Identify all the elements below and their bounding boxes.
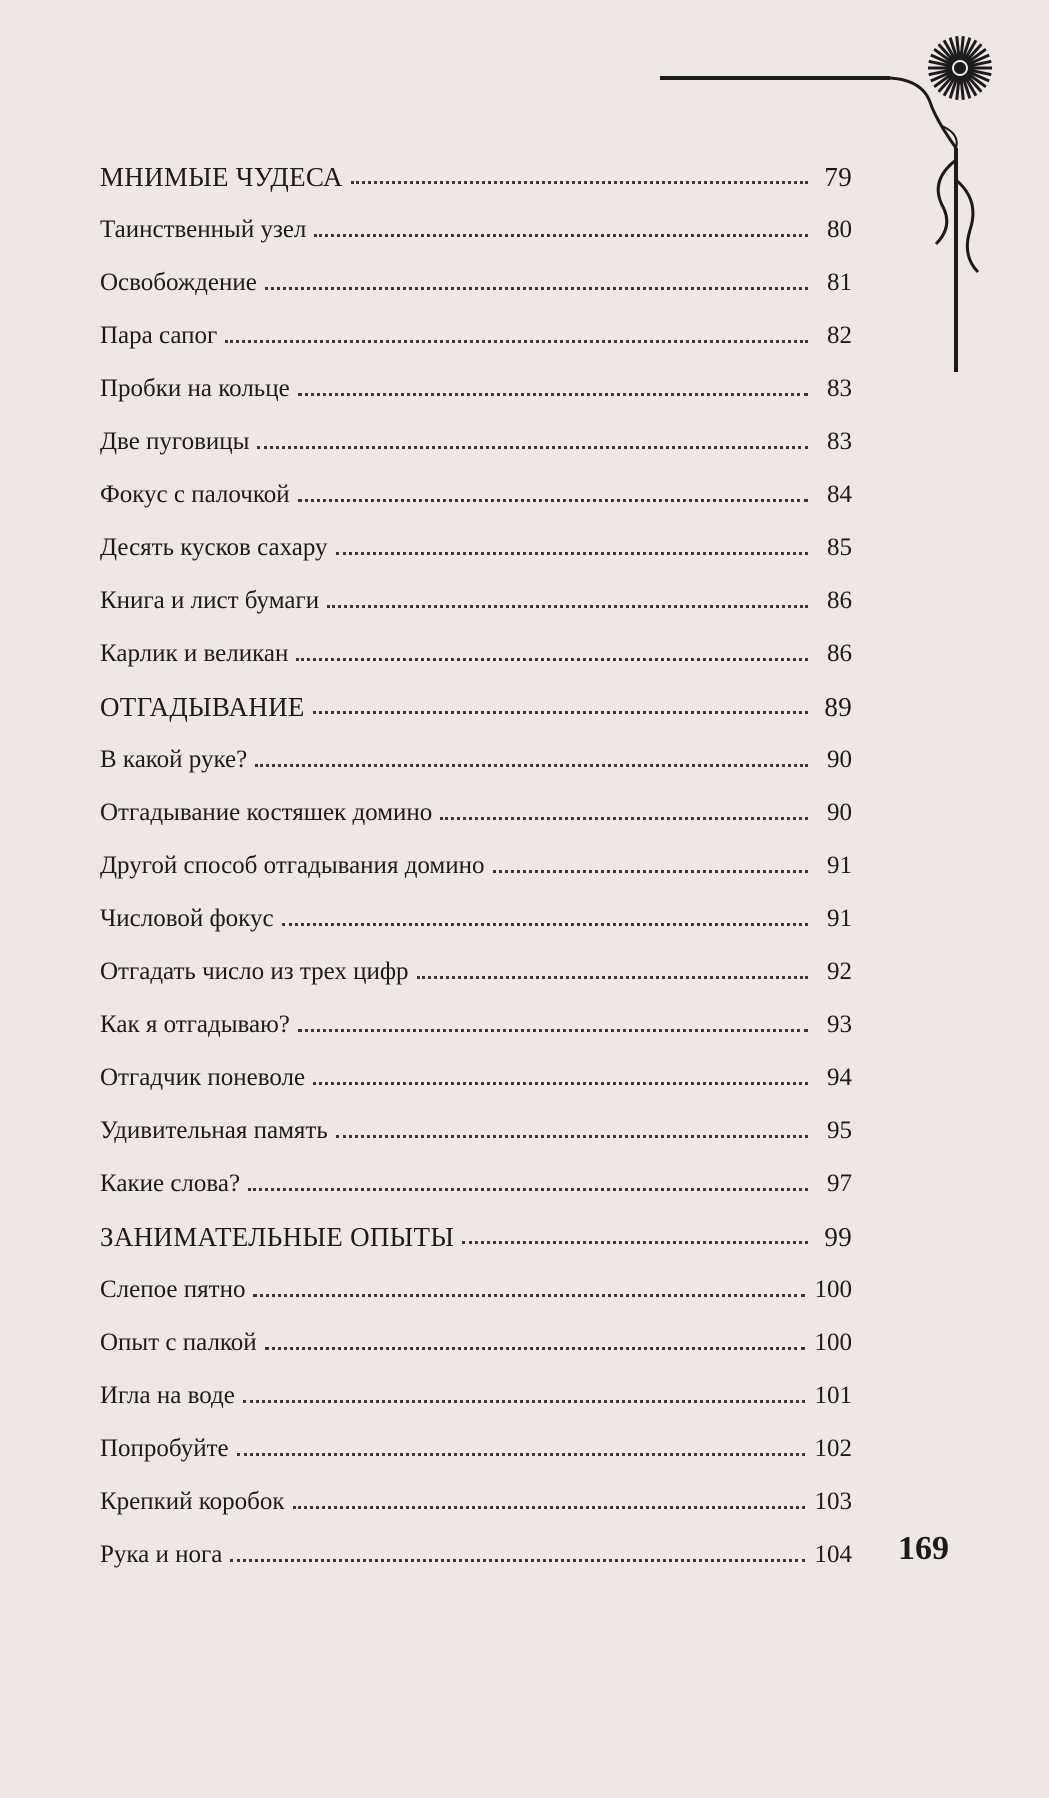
toc-entry-title: Как я отгадываю? (100, 1011, 290, 1038)
toc-entry-page-number: 94 (827, 1064, 852, 1091)
toc-entry (100, 427, 852, 457)
toc-entry-title: Десять кусков сахару (100, 534, 328, 561)
toc-entry-title: Попробуйте (100, 1435, 229, 1462)
toc-entry-title: Пробки на кольце (100, 375, 290, 402)
dot-leader (298, 1029, 808, 1032)
toc-entry-page-number: 91 (827, 905, 852, 932)
toc-entry-page-number: 91 (827, 852, 852, 879)
toc-entry (100, 745, 852, 775)
toc-entry-page-number: 95 (827, 1117, 852, 1144)
toc-section-entry (100, 162, 852, 192)
toc-entry-title: В какой руке? (100, 746, 248, 773)
toc-entry (100, 1487, 852, 1517)
toc-entry-page-number: 86 (827, 587, 852, 614)
toc-entry-page-number: 104 (814, 1541, 852, 1568)
toc-entry-title: Слепое пятно (100, 1276, 246, 1303)
toc-entry-title: Две пуговицы (100, 428, 250, 455)
toc-entry-title: Рука и нога (100, 1541, 223, 1568)
dot-leader (313, 1082, 808, 1085)
toc-entry (100, 586, 852, 616)
toc-entry-page-number: 80 (827, 216, 852, 243)
dot-leader (314, 234, 808, 237)
dot-leader (237, 1453, 805, 1456)
toc-entry-page-number: 83 (827, 428, 852, 455)
toc-entry (100, 851, 852, 881)
toc-entry-page-number: 102 (814, 1435, 852, 1462)
toc-entry-page-number: 84 (827, 481, 852, 508)
dot-leader (296, 658, 808, 661)
toc-entry (100, 1381, 852, 1411)
dot-leader (417, 976, 808, 979)
dot-leader (225, 340, 808, 343)
toc-entry (100, 374, 852, 404)
page-number: 169 (898, 1530, 949, 1567)
toc-entry (100, 1540, 852, 1570)
toc-entry-title: Удивительная память (100, 1117, 328, 1144)
toc-entry-title: МНИМЫЕ ЧУДЕСА (100, 162, 343, 192)
dot-leader (327, 605, 808, 608)
toc-entry (100, 1275, 852, 1305)
toc-entry-page-number: 81 (827, 269, 852, 296)
toc-entry-page-number: 90 (827, 799, 852, 826)
toc-entry-title: Игла на воде (100, 1382, 235, 1409)
toc-entry (100, 480, 852, 510)
toc-entry-page-number: 100 (814, 1329, 852, 1356)
toc-entry-title: Отгадывание костяшек домино (100, 799, 433, 826)
toc-entry (100, 321, 852, 351)
dot-leader (248, 1188, 808, 1191)
dot-leader (230, 1559, 804, 1562)
toc-section-entry (100, 692, 852, 722)
toc-entry (100, 798, 852, 828)
dot-leader (265, 287, 808, 290)
toc-entry-page-number: 99 (824, 1222, 852, 1252)
toc-entry-title: Другой способ отгадывания домино (100, 852, 485, 879)
toc-entry-title: Числовой фокус (100, 905, 274, 932)
toc-section-entry (100, 1222, 852, 1252)
toc-entry-page-number: 90 (827, 746, 852, 773)
table-of-contents (100, 162, 852, 1593)
toc-entry-page-number: 100 (814, 1276, 852, 1303)
toc-entry-title: Какие слова? (100, 1170, 241, 1197)
toc-entry-page-number: 103 (814, 1488, 852, 1515)
toc-entry-page-number: 93 (827, 1011, 852, 1038)
toc-entry (100, 1434, 852, 1464)
dot-leader (336, 552, 808, 555)
toc-entry (100, 1169, 852, 1199)
dot-leader (298, 393, 808, 396)
toc-entry-page-number: 101 (814, 1382, 852, 1409)
dot-leader (462, 1241, 808, 1244)
dot-leader (255, 764, 808, 767)
toc-entry-title: Таинственный узел (100, 216, 307, 243)
toc-entry-title: ОТГАДЫВАНИЕ (100, 692, 305, 722)
dot-leader (282, 923, 808, 926)
toc-entry-page-number: 89 (824, 692, 852, 722)
toc-entry-title: Фокус с палочкой (100, 481, 290, 508)
toc-entry-page-number: 92 (827, 958, 852, 985)
toc-entry-title: ЗАНИМАТЕЛЬНЫЕ ОПЫТЫ (100, 1222, 455, 1252)
toc-entry (100, 533, 852, 563)
toc-entry-title: Крепкий коробок (100, 1488, 285, 1515)
toc-entry (100, 1010, 852, 1040)
dot-leader (265, 1347, 805, 1350)
toc-entry-title: Отгадать число из трех цифр (100, 958, 409, 985)
toc-entry-page-number: 79 (824, 162, 852, 192)
dot-leader (351, 181, 808, 184)
dot-leader (243, 1400, 805, 1403)
dot-leader (313, 711, 808, 714)
dot-leader (257, 446, 808, 449)
dot-leader (293, 1506, 805, 1509)
dot-leader (253, 1294, 804, 1297)
dot-leader (336, 1135, 808, 1138)
toc-entry-title: Карлик и великан (100, 640, 289, 667)
toc-entry-page-number: 83 (827, 375, 852, 402)
toc-entry-title: Отгадчик поневоле (100, 1064, 306, 1091)
toc-entry (100, 268, 852, 298)
toc-entry-title: Пара сапог (100, 322, 218, 349)
toc-entry (100, 957, 852, 987)
toc-entry (100, 1328, 852, 1358)
toc-entry-title: Освобождение (100, 269, 257, 296)
toc-entry-title: Книга и лист бумаги (100, 587, 320, 614)
toc-entry-page-number: 86 (827, 640, 852, 667)
toc-entry (100, 639, 852, 669)
toc-entry (100, 215, 852, 245)
toc-entry-page-number: 97 (827, 1170, 852, 1197)
toc-entry (100, 1063, 852, 1093)
toc-entry (100, 1116, 852, 1146)
dot-leader (493, 870, 808, 873)
toc-entry (100, 904, 852, 934)
dot-leader (298, 499, 808, 502)
toc-entry-page-number: 85 (827, 534, 852, 561)
dot-leader (440, 817, 808, 820)
toc-entry-title: Опыт с палкой (100, 1329, 257, 1356)
toc-entry-page-number: 82 (827, 322, 852, 349)
